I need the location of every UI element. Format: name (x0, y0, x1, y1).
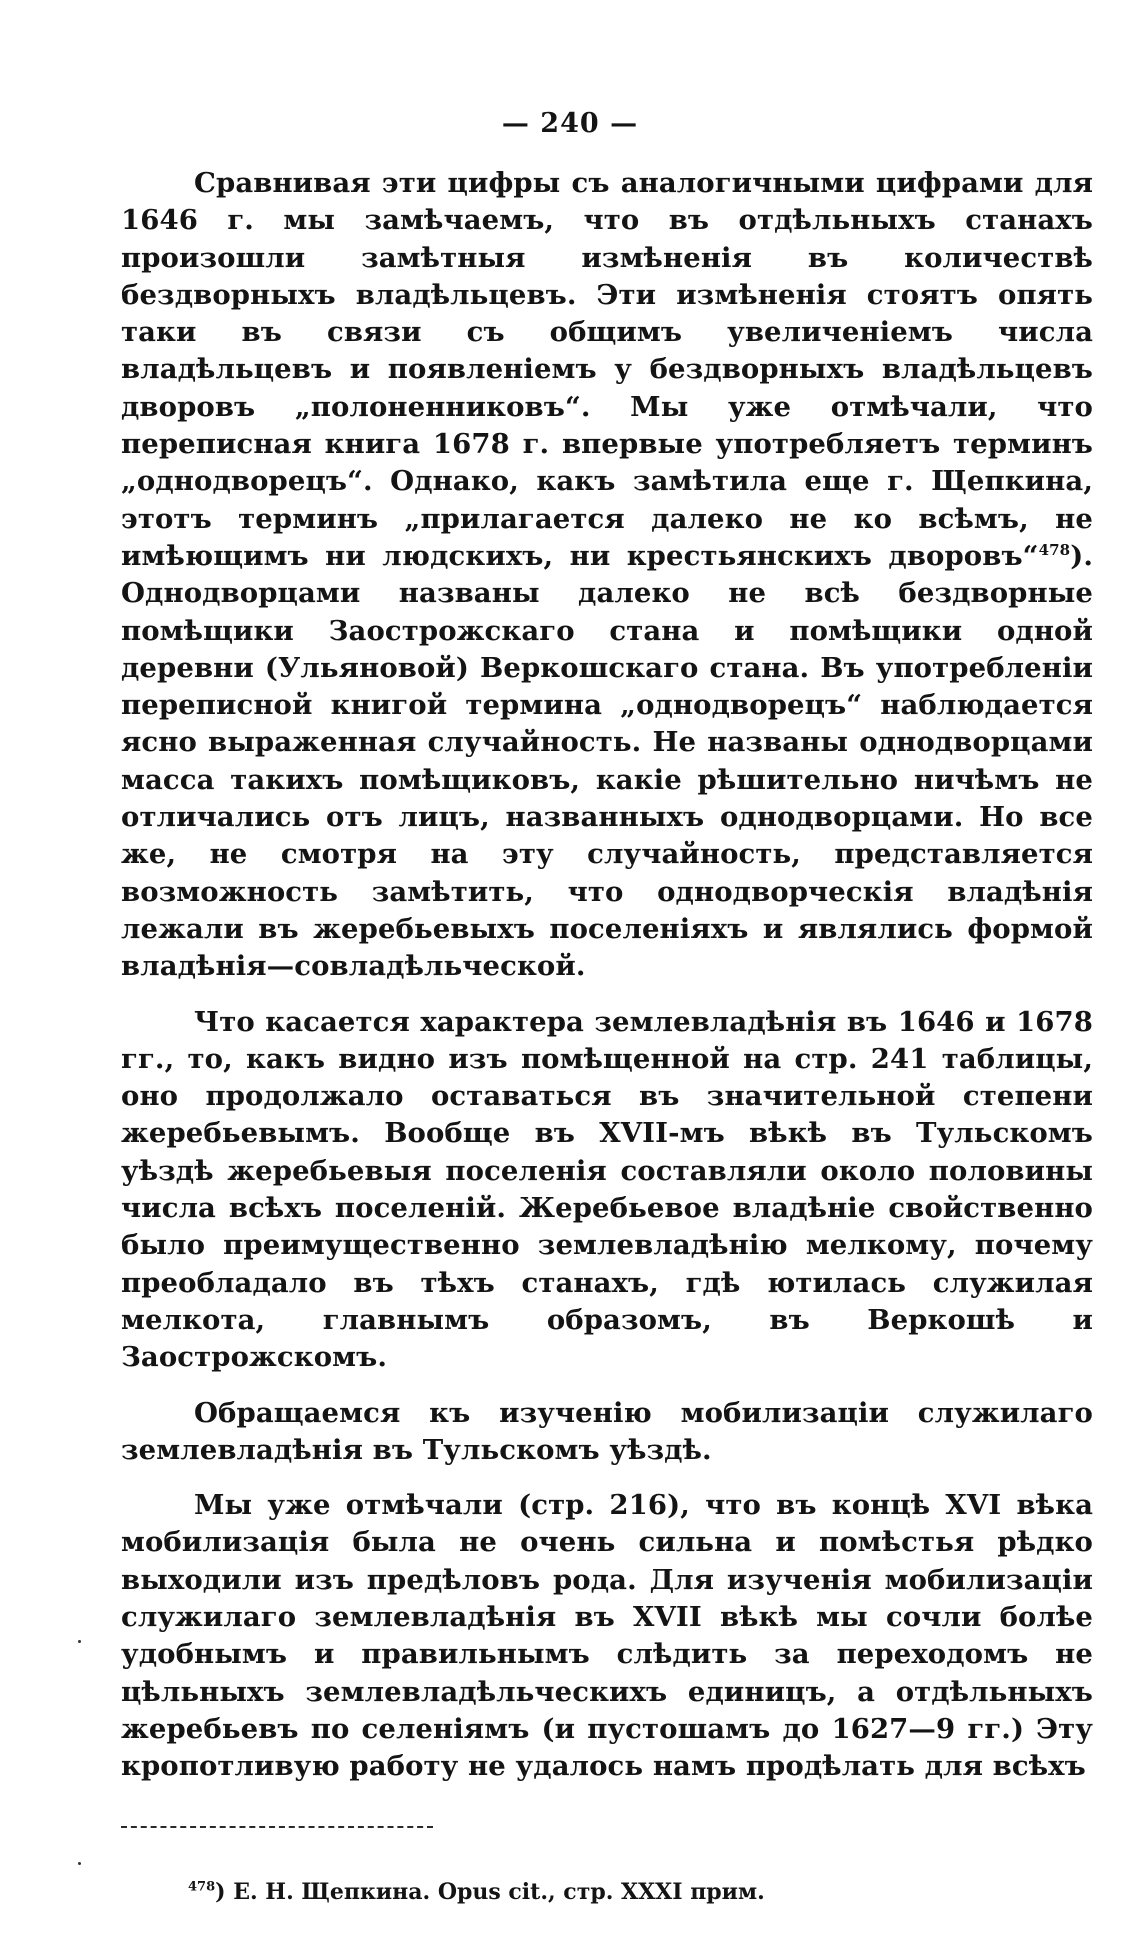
paragraph-1-text-continued: ). Однодворцами названы далеко не всѣ бездворные помѣщики Заострожскаго стана и помѣщики одной деревни (Ульяновой) Веркошскаго стана. Въ употребленіи переписной книгой термина „однодворецъ“ наблюдается ясно выраженная случайность. Не названы однодворцами масса такихъ помѣщиковъ, какіе рѣшительно ничѣмъ не отличались отъ лицъ, названныхъ однодворцами. Но все же, не смотря на эту случайность, представляется возможность замѣтить, что однодворческія владѣнія лежали въ жеребьевыхъ поселеніяхъ и являлись формой владѣнія—совладѣльческой. (121, 539, 1093, 983)
footnote-divider (121, 1826, 433, 1828)
paragraph-3: Обращаемся къ изученію мобилизаціи служилаго землевладѣнія въ Тульскомъ уѣздѣ. (121, 1396, 1093, 1466)
paragraph-4: Мы уже отмѣчали (стр. 216), что въ концѣ XVI вѣка мобилизація была не очень сильна и помѣстья рѣдко выходили изъ предѣловъ рода. Для изученія мобилизаціи служилаго землевладѣнія въ XVII вѣкѣ мы сочли болѣе удобнымъ и правильнымъ слѣдить за переходомъ не цѣльныхъ землевладѣльческихъ единицъ, а отдѣльныхъ жеребьевъ по селеніямъ (и пустошамъ до 1627—9 гг.) Эту кропотливую работу не удалось намъ продѣлать для всѣхъ (121, 1489, 1093, 1783)
paragraph-2: Что касается характера землевладѣнія въ 1646 и 1678 гг., то, какъ видно изъ помѣщенной на стр. 241 таблицы, оно продолжало оставаться въ значительной степени жеребьевымъ. Вообще въ XVII-мъ вѣкѣ въ Тульскомъ уѣздѣ жеребьевыя поселенія составляли около половины числа всѣхъ поселеній. Жеребьевое владѣніе свойственно было преимущественно землевладѣнію мелкому, почему преобладало въ тѣхъ станахъ, гдѣ ютилась служилая мелкота, главнымъ образомъ, въ Веркошѣ и Заострожскомъ. (121, 1005, 1093, 1374)
body-text (121, 165, 1093, 1785)
footnote (188, 1878, 1088, 1906)
footnote-mark: 478 (188, 1879, 216, 1895)
paragraph-1-text: Сравнивая эти цифры съ аналогичными цифрами для 1646 г. мы замѣчаемъ, что въ отдѣльныхъ станахъ произошли замѣтныя измѣненія въ количествѣ бездворныхъ владѣльцевъ. Эти измѣненія стоятъ опять таки въ связи съ общимъ увеличеніемъ числа владѣльцевъ и появленіемъ у бездворныхъ владѣльцевъ дворовъ „полоненниковъ“. Мы уже отмѣчали, что переписная книга 1678 г. впервые употребляетъ терминъ „однодворецъ“. Однако, какъ замѣтила еще г. Щепкина, этотъ терминъ „прилагается далеко не ко всѣмъ, не имѣющимъ ни людскихъ, ни крестьянскихъ дворовъ“ (121, 167, 1093, 572)
scan-speck (78, 1862, 81, 1865)
scan-speck (78, 1640, 81, 1643)
paragraph-1 (121, 165, 1093, 986)
page-number: — 240 — (501, 108, 639, 139)
footnote-text: ) Е. Н. Щепкина. Opus cit., стр. XXXI прим. (215, 1879, 765, 1905)
footnote-reference[interactable]: 478 (1038, 540, 1071, 559)
